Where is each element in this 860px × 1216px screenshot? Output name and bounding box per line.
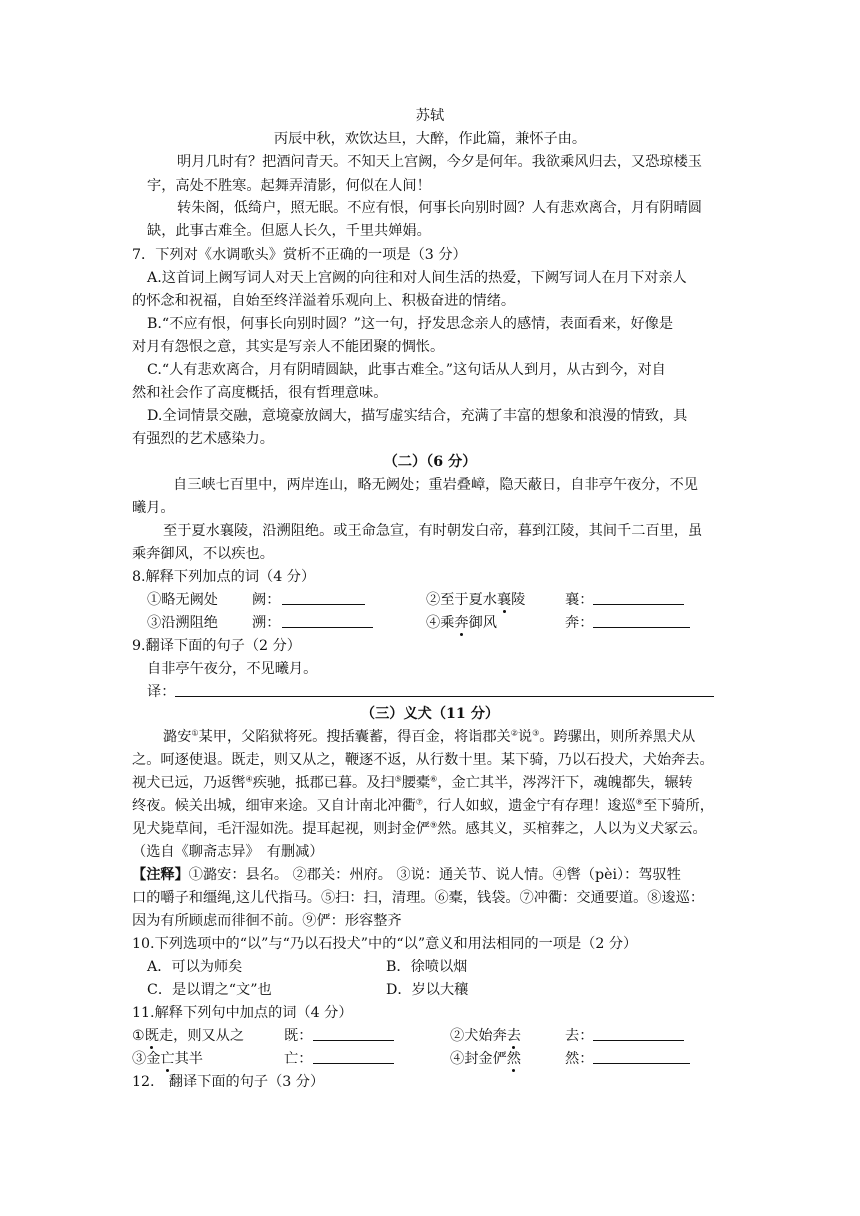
vocab-key: 既： [284, 1028, 313, 1044]
option-text: 有强烈的艺术感染力。 [132, 431, 274, 447]
option-b[interactable]: B．徐喷以烟 [386, 959, 468, 975]
answer-blank[interactable] [313, 1026, 394, 1047]
question-9-stem: 9.翻译下面的句子（2 分） [132, 638, 301, 654]
notes-line: 【注释】①潞安：县名。 ②郡关：州府。 ③说：通关节、说人情。④辔（pèi）：驾驭牲 [132, 867, 681, 883]
emphasis-dot: 既 [144, 1028, 159, 1044]
passage-line: 见犬毙草间，毛汗湿如洗。提耳起视，则封金俨⑨然。感其义，买棺葬之，人以为义犬冢云。 [132, 820, 707, 837]
question-7-stem: 7．下列对《水调歌头》赏析不正确的一项是（3 分） [132, 247, 467, 263]
option-text: A.这首词上阙写词人对天上宫阙的向往和对人间生活的热爱，下阙写词人在月下对亲人 [147, 270, 687, 286]
option-text: C.“人有悲欢离合，月有阴晴圆缺，此事古难全。”这句话从人到月，从古到今，对自 [147, 362, 666, 378]
emphasis-dot: 亡 [160, 1051, 175, 1067]
passage-line: 自三峡七百里中，两岸连山，略无阙处；重岩叠嶂，隐天蔽日，自非亭午夜分，不见 [173, 477, 698, 493]
answer-blank[interactable] [282, 590, 365, 611]
notes-line: 因为有所顾虑而徘徊不前。⑨俨：形容整齐 [132, 913, 402, 929]
option-text: 对月有怨恨之意，其实是写亲人不能团聚的惆怅。 [132, 339, 445, 355]
poem-author: 苏轼 [415, 108, 445, 124]
notes-heading: 【注释】 [132, 867, 189, 883]
section-3-title: （三）义犬（11 分） [360, 706, 500, 722]
vocab-key: 溯： [252, 615, 281, 631]
passage-source: （选自《聊斋志异》 有删减） [132, 844, 324, 860]
emphasis-dot: 奔 [454, 615, 469, 631]
vocab-item: ①略无阙处 [147, 592, 218, 608]
question-12-stem: 12. 翻译下面的句子（3 分） [132, 1074, 325, 1090]
emphasis-dot: 然 [506, 1051, 521, 1067]
vocab-key: 亡： [284, 1051, 313, 1067]
question-11-stem: 11.解释下列句中加点的词（4 分） [132, 1005, 353, 1021]
vocab-key: 奔： [565, 615, 594, 631]
passage-line: 视犬已远，乃返辔④疾驰，抵郡已暮。及扫⑤腰橐⑥，金亡其半，涔涔汗下，魂魄都失，辗转 [132, 774, 693, 791]
passage-line: 之。呵逐使退。既走，则又从之，鞭逐不返，从行数十里。某下骑，乃以石投犬，犬始奔去。 [132, 752, 714, 768]
translation-blank[interactable] [175, 682, 714, 703]
answer-blank[interactable] [593, 613, 690, 634]
poem-line: 转朱阁，低绮户，照无眠。不应有恨，何事长向别时圆？人有悲欢离合，月有阴晴圆 [177, 200, 702, 216]
option-text: 的怀念和祝福，自始至终洋溢着乐观向上、积极奋进的情绪。 [132, 293, 516, 309]
poem-line: 明月几时有？把酒问青天。不知天上宫阙，今夕是何年。我欲乘风归去，又恐琼楼玉 [177, 154, 702, 170]
vocab-item: ②至于夏水襄陵 [426, 592, 526, 608]
translate-label: 译： [147, 684, 176, 700]
question-8-stem: 8.解释下列加点的词（4 分） [132, 569, 316, 585]
passage-line: 潞安①某甲，父陷狱将死。搜括囊蓄，得百金，将诣郡关②说③。跨骡出，则所养黑犬从 [163, 728, 696, 745]
option-text: D.全词情景交融，意境豪放阔大，描写虚实结合，充满了丰富的想象和浪漫的情致，具 [147, 408, 688, 424]
answer-blank[interactable] [593, 1049, 690, 1070]
option-c[interactable]: C．是以谓之“文”也 [147, 982, 272, 998]
emphasis-dot: 去 [506, 1028, 521, 1044]
vocab-key: 去： [565, 1028, 594, 1044]
emphasis-dot: 襄 [496, 592, 512, 608]
answer-blank[interactable] [313, 1049, 394, 1070]
answer-blank[interactable] [593, 590, 684, 611]
vocab-item: ②犬始奔去 [450, 1028, 521, 1044]
option-text: 然和社会作了高度概括，很有哲理意味。 [132, 385, 388, 401]
vocab-item: ④封金俨然 [450, 1051, 521, 1067]
question-10-stem: 10.下列选项中的“以”与“乃以石投犬”中的“以”意义和用法相同的一项是（2 分） [132, 936, 638, 952]
vocab-key: 襄： [565, 592, 594, 608]
vocab-item: ①既走，则又从之 [132, 1028, 245, 1044]
poem-line: 缺，此事古难全。但愿人长久，千里共婵娟。 [147, 223, 431, 239]
vocab-item: ③沿溯阻绝 [147, 615, 218, 631]
passage-line: 乘奔御风，不以疾也。 [132, 546, 274, 562]
passage-line: 至于夏水襄陵，沿溯阻绝。或王命急宣，有时朝发白帝，暮到江陵，其间千二百里，虽 [163, 523, 703, 539]
poem-line: 宇，高处不胜寒。起舞弄清影，何似在人间！ [147, 178, 431, 194]
section-2-title: （二）（6 分） [383, 454, 477, 470]
option-a[interactable]: A．可以为师矣 [147, 959, 243, 975]
vocab-key: 然： [565, 1051, 594, 1067]
vocab-key: 阙： [252, 592, 281, 608]
vocab-item: ④乘奔御风 [426, 615, 497, 631]
poem-preface: 丙辰中秋，欢饮达旦，大醉，作此篇，兼怀子由。 [273, 131, 587, 147]
translate-sentence: 自非亭午夜分，不见曦月。 [147, 661, 318, 677]
answer-blank[interactable] [282, 613, 373, 634]
answer-blank[interactable] [593, 1026, 684, 1047]
vocab-item: ③金亡其半 [132, 1051, 203, 1067]
notes-line: 口的嚼子和缰绳,这儿代指马。⑤扫：扫，清理。⑥橐，钱袋。⑦冲衢：交通要道。⑧逡巡： [132, 890, 705, 906]
option-d[interactable]: D．岁以大穰 [386, 982, 469, 998]
passage-line: 曦月。 [132, 500, 175, 516]
passage-line: 终夜。候关出城，细审来途。又自计南北冲衢⑦，行人如蚁，遗金宁有存理！逡巡⑧至下骑所， [132, 797, 714, 814]
option-text: B.“不应有恨，何事长向别时圆？”这一句，抒发思念亲人的感情，表面看来，好像是 [147, 316, 674, 332]
